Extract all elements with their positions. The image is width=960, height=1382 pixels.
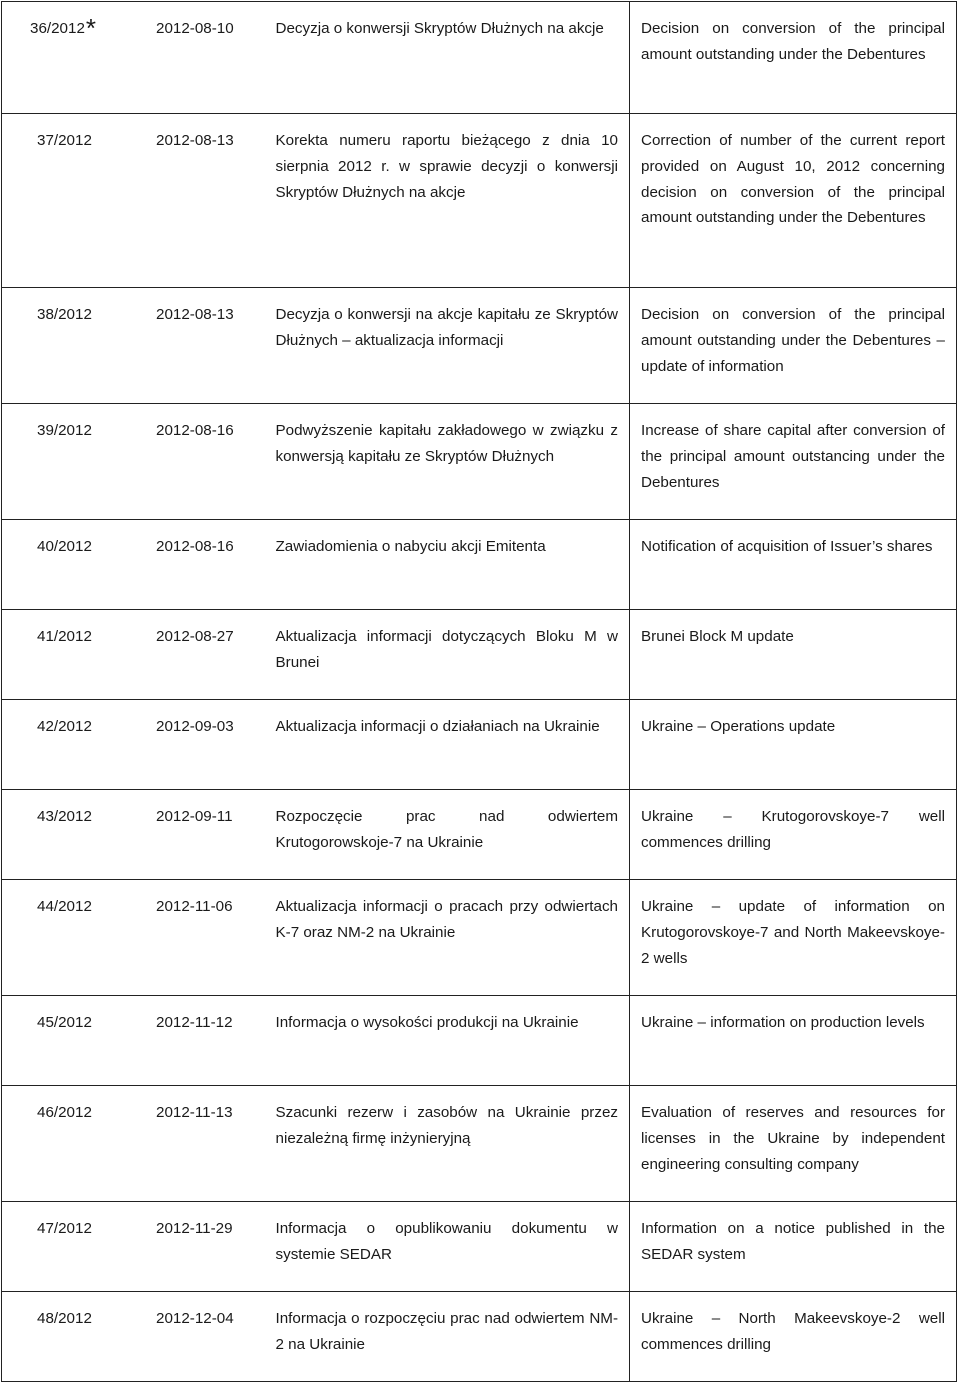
report-number-cell [2,1086,265,1202]
report-number: 40/2012 [37,538,92,555]
english-description-cell [630,114,957,288]
table-row [2,1292,957,1382]
english-description-cell [630,2,957,114]
polish-description-cell [265,880,630,996]
report-number-cell [2,1202,265,1292]
polish-description-cell [265,1202,630,1292]
table-row [2,1086,957,1202]
polish-description: Decyzja o konwersji Skryptów Dłużnych na akcje [275,20,604,37]
english-description: Increase of share capital after conversion of the principal amount outstancing under the Debentures [641,422,945,491]
report-number: 41/2012 [37,628,92,645]
table-row [2,520,957,610]
report-date: 2012-08-16 [156,422,234,439]
report-date: 2012-08-13 [156,132,234,149]
polish-description-cell [265,114,630,288]
english-description: Correction of number of the current report provided on August 10, 2012 concerning decision on conversion of the principal amount outstanding under the Debentures [641,132,945,227]
report-number: 38/2012 [37,306,92,323]
report-number-cell [2,700,265,790]
report-number-cell [2,288,265,404]
report-number-cell [2,2,265,114]
report-date: 2012-08-10 [156,20,234,37]
english-description-cell [630,880,957,996]
reports-table-body [2,2,957,1382]
english-description: Ukraine – Krutogorovskoye-7 well commences drilling [641,808,945,851]
table-row [2,610,957,700]
polish-description: Informacja o opublikowaniu dokumentu w systemie SEDAR [275,1220,618,1263]
report-date: 2012-11-12 [156,1014,233,1031]
report-number: 47/2012 [37,1220,92,1237]
english-description-cell [630,700,957,790]
polish-description-cell [265,1292,630,1382]
report-date: 2012-11-29 [156,1220,233,1237]
polish-description-cell [265,610,630,700]
polish-description: Korekta numeru raportu bieżącego z dnia 10 sierpnia 2012 r. w sprawie decyzji o konwersji Skryptów Dłużnych na akcje [275,132,618,201]
report-date: 2012-08-27 [156,628,234,645]
polish-description-cell [265,996,630,1086]
english-description-cell [630,996,957,1086]
report-date: 2012-08-16 [156,538,234,555]
report-number-cell [2,520,265,610]
english-description-cell [630,1202,957,1292]
asterisk-marker: * [85,13,97,43]
polish-description: Aktualizacja informacji dotyczących Bloku M w Brunei [275,628,618,671]
report-number-cell [2,404,265,520]
polish-description-cell [265,1086,630,1202]
report-number-cell [2,610,265,700]
table-row [2,404,957,520]
report-date: 2012-11-06 [156,898,233,915]
report-number-cell [2,114,265,288]
polish-description-cell [265,520,630,610]
polish-description: Aktualizacja informacji o pracach przy odwiertach K-7 oraz NM-2 na Ukrainie [275,898,618,941]
english-description: Decision on conversion of the principal amount outstanding under the Debentures – update of information [641,306,945,375]
report-number: 37/2012 [37,132,92,149]
polish-description: Informacja o rozpoczęciu prac nad odwiertem NM-2 na Ukrainie [275,1310,618,1353]
polish-description: Informacja o wysokości produkcji na Ukrainie [275,1014,579,1031]
report-date: 2012-09-03 [156,718,234,735]
table-row [2,790,957,880]
english-description: Information on a notice published in the SEDAR system [641,1220,945,1263]
report-date: 2012-08-13 [156,306,234,323]
report-number: 36/2012 [30,20,85,37]
polish-description-cell [265,288,630,404]
polish-description: Zawiadomienia o nabyciu akcji Emitenta [275,538,546,555]
table-row [2,1202,957,1292]
polish-description: Szacunki rezerw i zasobów na Ukrainie przez niezależną firmę inżynieryjną [275,1104,618,1147]
polish-description: Rozpoczęcie prac nad odwiertem Krutogorowskoje-7 na Ukrainie [275,808,618,851]
english-description-cell [630,1086,957,1202]
reports-table [1,1,957,1382]
report-date: 2012-12-04 [156,1310,234,1327]
english-description: Ukraine – update of information on Krutogorovskoye-7 and North Makeevskoye-2 wells [641,898,945,967]
english-description-cell [630,404,957,520]
english-description-cell [630,610,957,700]
english-description: Brunei Block M update [641,628,794,645]
polish-description: Podwyższenie kapitału zakładowego w związku z konwersją kapitału ze Skryptów Dłużnych [275,422,618,465]
table-row [2,700,957,790]
table-row [2,880,957,996]
english-description: Ukraine – North Makeevskoye-2 well commences drilling [641,1310,945,1353]
report-number: 44/2012 [37,898,92,915]
table-row [2,114,957,288]
table-row [2,996,957,1086]
english-description: Evaluation of reserves and resources for licenses in the Ukraine by independent engineering consulting company [641,1104,945,1173]
report-date: 2012-09-11 [156,808,233,825]
report-number: 48/2012 [37,1310,92,1327]
report-number-cell [2,790,265,880]
english-description: Notification of acquisition of Issuer’s shares [641,538,933,555]
report-date: 2012-11-13 [156,1104,233,1121]
table-row [2,2,957,114]
english-description-cell [630,288,957,404]
report-number: 39/2012 [37,422,92,439]
english-description-cell [630,1292,957,1382]
report-number-cell [2,996,265,1086]
polish-description-cell [265,700,630,790]
report-number-cell [2,1292,265,1382]
english-description: Decision on conversion of the principal amount outstanding under the Debentures [641,20,945,63]
polish-description-cell [265,404,630,520]
polish-description: Decyzja o konwersji na akcje kapitału ze Skryptów Dłużnych – aktualizacja informacji [275,306,618,349]
table-row [2,288,957,404]
report-number: 45/2012 [37,1014,92,1031]
english-description-cell [630,790,957,880]
english-description-cell [630,520,957,610]
report-number: 46/2012 [37,1104,92,1121]
report-number: 43/2012 [37,808,92,825]
polish-description: Aktualizacja informacji o działaniach na Ukrainie [275,718,600,735]
polish-description-cell [265,790,630,880]
english-description: Ukraine – Operations update [641,718,836,735]
polish-description-cell [265,2,630,114]
report-number-cell [2,880,265,996]
report-number: 42/2012 [37,718,92,735]
english-description: Ukraine – information on production levels [641,1014,925,1031]
